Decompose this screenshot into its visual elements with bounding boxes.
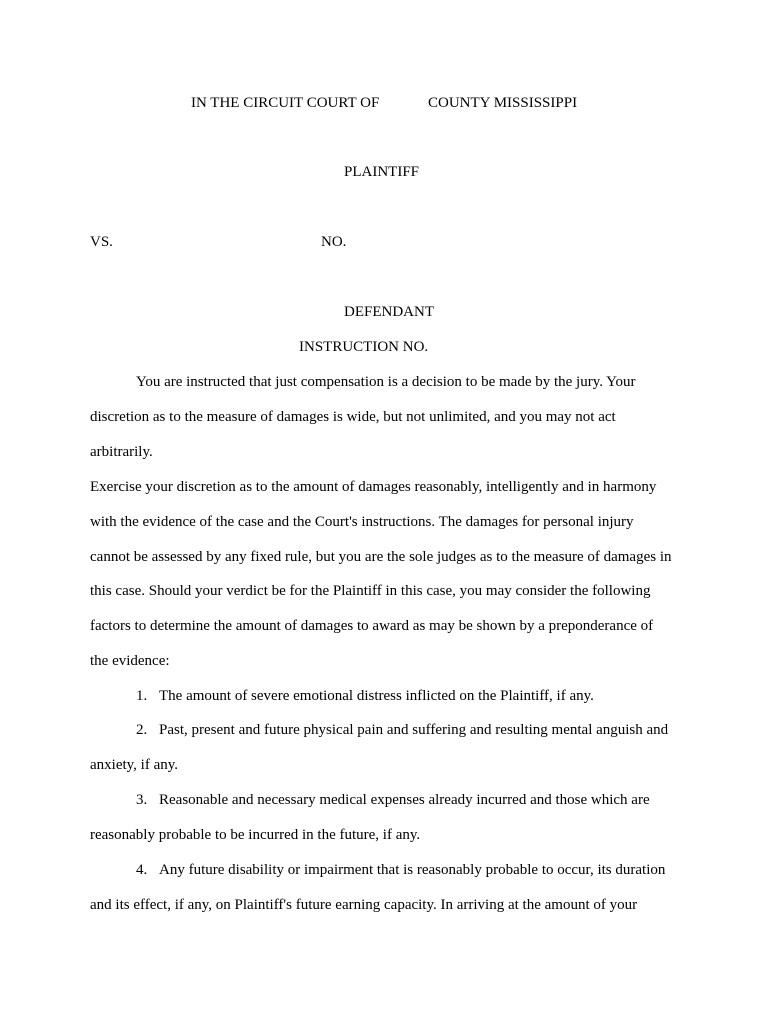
- list-item-text: Reasonable and necessary medical expenses already incurred and those which are: [159, 792, 650, 808]
- list-item-text: and its effect, if any, on Plaintiff's future earning capacity. In arriving at the amount of your: [90, 897, 638, 913]
- paragraph-1-line: discretion as to the measure of damages is wide, but not unlimited, and you may not act: [90, 409, 616, 425]
- instruction-number-label: INSTRUCTION NO.: [299, 339, 429, 355]
- paragraph-1-line: You are instructed that just compensation is a decision to be made by the jury. Your: [136, 374, 636, 390]
- list-item-number: 1.: [136, 688, 148, 704]
- paragraph-2-line: this case. Should your verdict be for the Plaintiff in this case, you may consider the following: [90, 583, 651, 599]
- list-item-number: 2.: [136, 722, 148, 738]
- paragraph-2-line: cannot be assessed by any fixed rule, but you are the sole judges as to the measure of damages in: [90, 549, 672, 565]
- list-item-text: The amount of severe emotional distress inflicted on the Plaintiff, if any.: [159, 688, 594, 704]
- court-heading-left: IN THE CIRCUIT COURT OF: [191, 95, 380, 111]
- defendant-label: DEFENDANT: [344, 304, 434, 320]
- paragraph-2-line: Exercise your discretion as to the amount of damages reasonably, intelligently and in harmony: [90, 479, 657, 495]
- court-heading-right: COUNTY MISSISSIPPI: [428, 95, 578, 111]
- paragraph-1-line: arbitrarily.: [90, 444, 153, 460]
- paragraph-2-line: the evidence:: [90, 653, 170, 669]
- plaintiff-label: PLAINTIFF: [344, 164, 420, 180]
- list-item-number: 4.: [136, 862, 148, 878]
- list-item-number: 3.: [136, 792, 148, 808]
- vs-label: VS.: [90, 234, 113, 250]
- list-item-text: reasonably probable to be incurred in the future, if any.: [90, 827, 421, 843]
- list-item-text: anxiety, if any.: [90, 757, 179, 773]
- paragraph-2-line: factors to determine the amount of damages to award as may be shown by a preponderance of: [90, 618, 654, 634]
- list-item-text: Past, present and future physical pain and suffering and resulting mental anguish and: [159, 722, 669, 738]
- paragraph-2-line: with the evidence of the case and the Court's instructions. The damages for personal injury: [90, 514, 634, 530]
- case-number-label: NO.: [321, 234, 347, 250]
- list-item-text: Any future disability or impairment that is reasonably probable to occur, its duration: [159, 862, 666, 878]
